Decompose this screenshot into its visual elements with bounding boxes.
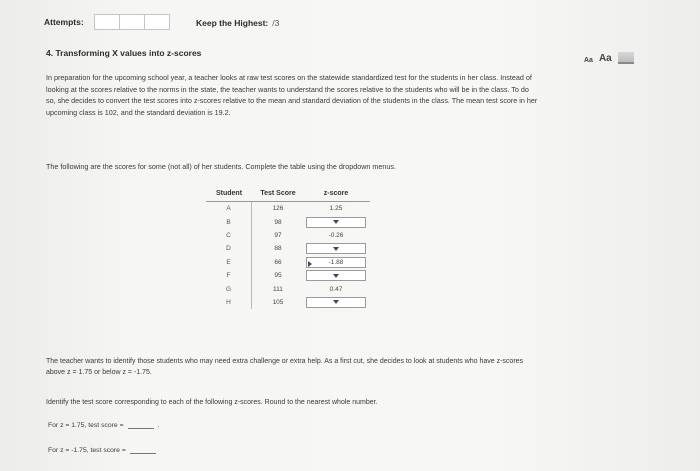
header-z-score: z-score bbox=[323, 189, 349, 197]
keep-highest bbox=[196, 18, 279, 28]
attempt-box-3 bbox=[144, 14, 170, 30]
cell-student: C bbox=[206, 229, 252, 242]
answer-line-2 bbox=[48, 445, 156, 454]
identify-text: Identify the test score corresponding to each of the following z-scores. Round to the nearest whole number. bbox=[46, 399, 378, 406]
problem-instructions: The following are the scores for some (not all) of her students. Complete the table using the dropdown menus. bbox=[46, 162, 396, 171]
table-row bbox=[206, 229, 370, 242]
z-score-dropdown[interactable] bbox=[306, 243, 366, 254]
font-increase-button[interactable]: Aa bbox=[598, 53, 612, 64]
z-score-dropdown[interactable] bbox=[306, 270, 366, 281]
cell-student: B bbox=[206, 215, 252, 228]
cell-z-score bbox=[304, 217, 368, 228]
cell-z-score bbox=[304, 297, 368, 308]
attempts-area bbox=[44, 14, 169, 30]
z-score-value: 0.47 bbox=[329, 285, 343, 293]
table-header bbox=[206, 185, 370, 201]
answer1-period: . bbox=[157, 422, 160, 429]
cell-test-score: 95 bbox=[274, 272, 282, 280]
cell-student: D bbox=[206, 242, 252, 255]
cell-z-score bbox=[304, 205, 368, 212]
answer1-label: For z = 1.75, test score = bbox=[48, 422, 124, 429]
z-score-value: 1.25 bbox=[329, 205, 343, 213]
table-row bbox=[206, 256, 370, 269]
answer-line-1 bbox=[48, 420, 159, 429]
header-student: Student bbox=[215, 189, 243, 197]
attempt-box-2 bbox=[119, 14, 145, 30]
table-row bbox=[206, 282, 370, 295]
table-row bbox=[206, 296, 370, 309]
z-score-dropdown[interactable] bbox=[306, 297, 366, 308]
attempt-box-1 bbox=[94, 14, 120, 30]
cell-z-score bbox=[304, 232, 368, 239]
cell-test-score: 111 bbox=[273, 285, 283, 293]
challenge-text: The teacher wants to identify those students who may need extra challenge or extra help. As a first cut, she decides to look at students who have z-scores above z = 1.75 or below z = -1.75. bbox=[46, 358, 524, 376]
cell-z-score bbox=[304, 270, 368, 281]
keep-highest-label: Keep the Highest: bbox=[196, 18, 269, 28]
font-decrease-button[interactable]: Aa bbox=[584, 57, 593, 64]
cell-test-score: 98 bbox=[274, 218, 282, 226]
z-score-dropdown[interactable] bbox=[306, 257, 366, 268]
attempt-boxes bbox=[94, 14, 169, 30]
cell-test-score: 126 bbox=[272, 205, 284, 213]
table-row bbox=[206, 215, 370, 228]
caret-down-icon bbox=[308, 261, 312, 267]
cell-student: F bbox=[206, 269, 252, 282]
table-body bbox=[206, 201, 370, 309]
caret-down-icon bbox=[333, 220, 339, 224]
z-score-dropdown[interactable] bbox=[306, 217, 366, 228]
header-test-score: Test Score bbox=[260, 189, 296, 197]
cell-z-score bbox=[304, 243, 368, 254]
caret-down-icon bbox=[333, 274, 339, 278]
scores-table bbox=[206, 185, 370, 309]
caret-down-icon bbox=[333, 247, 339, 251]
cell-test-score: 97 bbox=[274, 231, 282, 239]
font-size-tools bbox=[584, 52, 634, 64]
cell-student: A bbox=[206, 202, 252, 215]
caret-down-icon bbox=[333, 300, 339, 304]
table-row bbox=[206, 242, 370, 255]
table-row bbox=[206, 202, 370, 215]
cell-test-score: 105 bbox=[272, 298, 284, 306]
answer2-input[interactable] bbox=[130, 445, 156, 454]
table-row bbox=[206, 269, 370, 282]
attempts-label: Attempts: bbox=[44, 17, 84, 27]
cell-test-score: 66 bbox=[274, 258, 282, 266]
cell-student: H bbox=[206, 296, 252, 309]
problem-intro: In preparation for the upcoming school year, a teacher looks at raw test scores on the statewide standardized test for the students in her class. Instead of looking at the scores relative to the norms in the state, the teacher wants to understand the scores relative to the students who will be in the class. To do so, she decides to convert the test scores into z-scores relative to the mean and standard deviation of the students in the class. The mean test score in her upcoming class is 102, and the standard deviation is 19.2. bbox=[46, 73, 538, 117]
keep-highest-value: /3 bbox=[272, 18, 280, 28]
calculator-icon[interactable] bbox=[618, 52, 634, 64]
z-score-value: -0.26 bbox=[328, 231, 344, 239]
answer2-label: For z = -1.75, test score = bbox=[48, 447, 126, 454]
cell-test-score: 88 bbox=[274, 245, 282, 253]
cell-student: G bbox=[206, 282, 252, 295]
problem-title: 4. Transforming X values into z-scores bbox=[46, 48, 202, 58]
cell-z-score bbox=[304, 286, 368, 293]
cell-student: E bbox=[206, 256, 252, 269]
dropdown-value: -1.88 bbox=[328, 258, 344, 266]
answer1-input[interactable] bbox=[128, 420, 154, 429]
cell-z-score bbox=[304, 257, 368, 268]
